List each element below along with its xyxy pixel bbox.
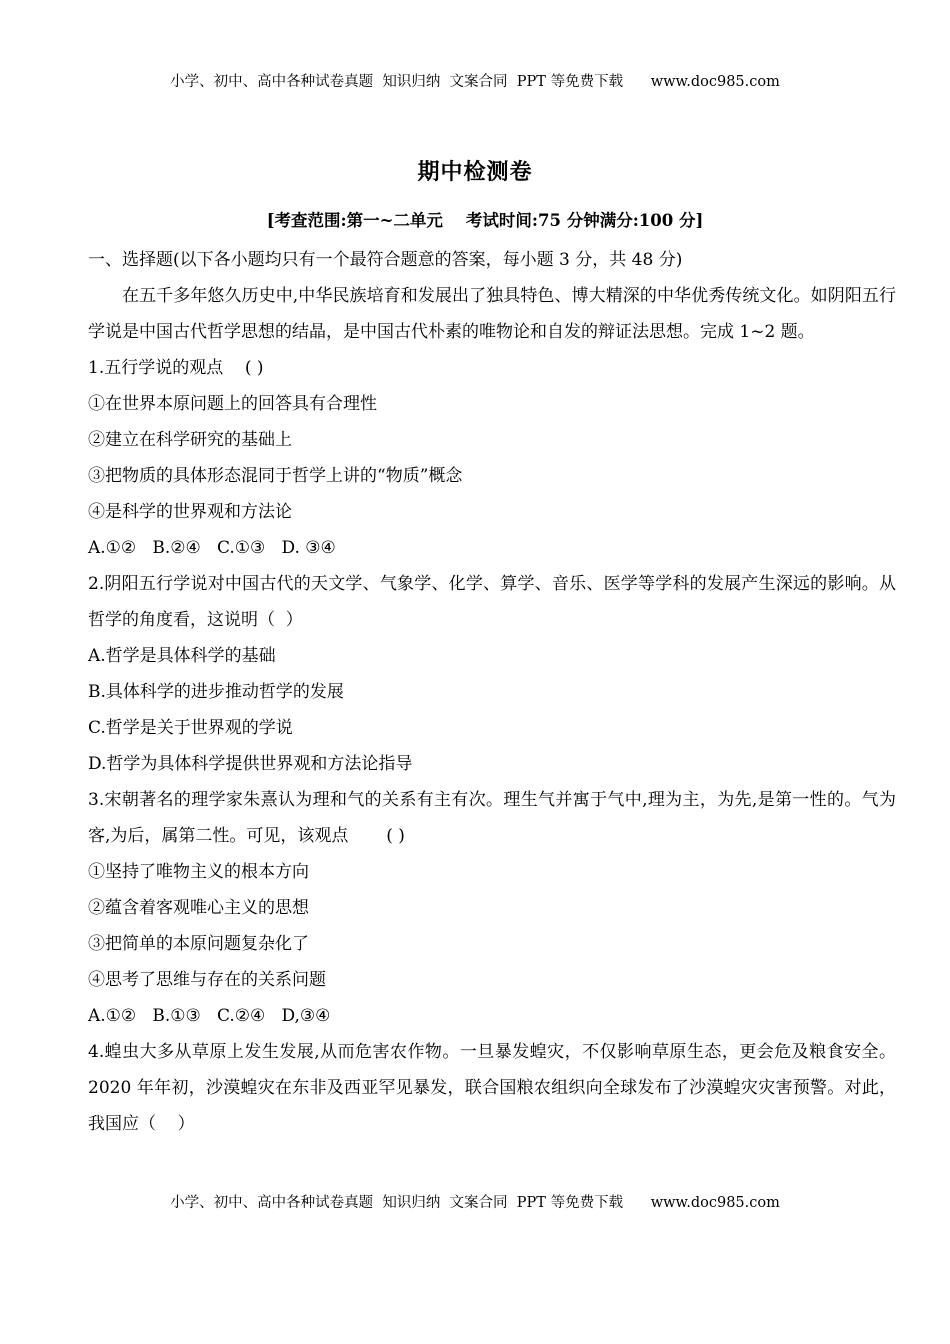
- q1-choices: A.①② B.②④ C.①③ D. ③④: [88, 538, 336, 558]
- exam-range: [考查范围:第一~二单元 考试时间:75 分钟满分:100 分]: [266, 211, 704, 230]
- intro-paragraph: 在五千多年悠久历史中,中华民族培育和发展出了独具特色、博大精深的中华优秀传统文化。如阴阳五行学说是中国古代哲学思想的结晶，是中国古代朴素的唯物论和自发的辩证法思想。完成 1~2 题。: [88, 286, 896, 342]
- q1-option-1: ①在世界本原问题上的回答具有合理性: [88, 394, 377, 414]
- q1-option-4: ④是科学的世界观和方法论: [88, 502, 292, 522]
- page-footer: 小学、初中、高中各种试卷真题 知识归纳 文案合同 PPT 等免费下载 www.doc985.com: [170, 1195, 780, 1211]
- q4-stem: 4.蝗虫大多从草原上发生发展,从而危害农作物。一旦暴发蝗灾，不仅影响草原生态，更会危及粮食安全。2020 年年初，沙漠蝗灾在东非及西亚罕见暴发，联合国粮农组织向全球发布了沙漠蝗灾灾害预警。对此，我国应（ ）: [88, 1042, 896, 1134]
- q1-stem: 1.五行学说的观点 ( ): [88, 358, 264, 378]
- section-heading: 一、选择题(以下各小题均只有一个最符合题意的答案，每小题 3 分，共 48 分): [88, 250, 683, 270]
- q2-choice-a: A.哲学是具体科学的基础: [88, 646, 276, 666]
- q3-option-1: ①坚持了唯物主义的根本方向: [88, 862, 309, 882]
- q1-option-3: ③把物质的具体形态混同于哲学上讲的“物质”概念: [88, 466, 463, 486]
- q3-stem: 3.宋朝著名的理学家朱熹认为理和气的关系有主有次。理生气并寓于气中,理为主，为先,是第一性的。气为客,为后，属第二性。可见，该观点 ( ): [88, 790, 896, 846]
- q3-option-2: ②蕴含着客观唯心主义的思想: [88, 898, 309, 918]
- q2-choice-b: B.具体科学的进步推动哲学的发展: [88, 682, 344, 702]
- document-body: [88, 242, 896, 1142]
- q3-option-3: ③把简单的本原问题复杂化了: [88, 934, 309, 954]
- page-header: 小学、初中、高中各种试卷真题 知识归纳 文案合同 PPT 等免费下载 www.doc985.com: [170, 74, 780, 90]
- page-title: 期中检测卷: [417, 159, 533, 185]
- q2-choice-c: C.哲学是关于世界观的学说: [88, 718, 293, 738]
- q2-choice-d: D.哲学为具体科学提供世界观和方法论指导: [88, 754, 413, 774]
- q3-choices: A.①② B.①③ C.②④ D,③④: [88, 1006, 331, 1026]
- q2-stem: 2.阴阳五行学说对中国古代的天文学、气象学、化学、算学、音乐、医学等学科的发展产生深远的影响。从哲学的角度看，这说明（ ）: [88, 574, 896, 630]
- q3-option-4: ④思考了思维与存在的关系问题: [88, 970, 326, 990]
- q1-option-2: ②建立在科学研究的基础上: [88, 430, 292, 450]
